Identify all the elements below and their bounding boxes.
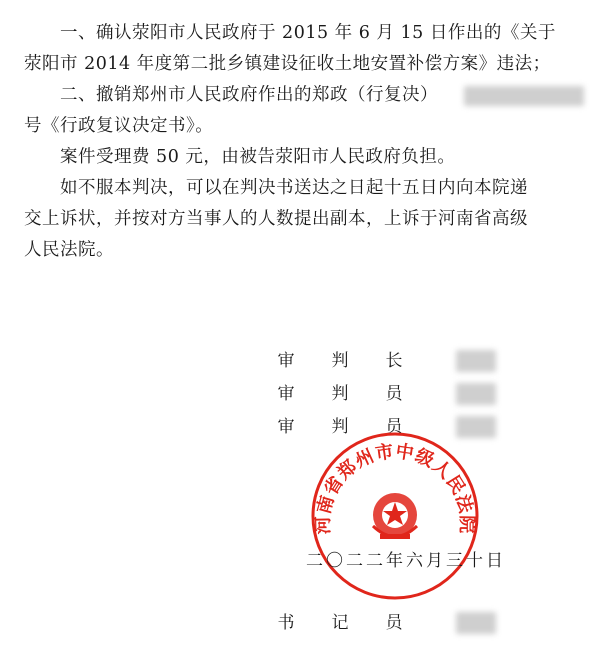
sig-char: 员 [385,613,403,633]
item-1-line-1: 一、确认荥阳市人民政府于 2015 年 6 月 15 日作出的《关于 [60,23,556,43]
item-2-line-1 [24,80,584,111]
item-2-line-2: 号《行政复议决定书》。 [24,116,214,136]
sig-char: 判 [331,351,349,371]
sig-char: 判 [331,384,349,404]
judgment-item-2 [24,80,584,142]
national-emblem-icon [373,493,417,539]
court-fee-paragraph [24,142,584,173]
item-2-text: 二、撤销郑州市人民政府作出的郑政（行复决） [60,85,438,105]
redacted-name [456,612,496,634]
court-seal-stamp [310,431,480,601]
sig-char: 员 [385,417,403,437]
court-fee-text: 案件受理费 50 元，由被告荥阳市人民政府负担。 [60,147,456,167]
sig-char: 记 [331,613,349,633]
redacted-name [456,350,496,372]
sig-char: 审 [277,417,295,437]
judgment-date: 二〇二二年六月三十日 [306,551,506,571]
appeal-notice-paragraph [24,173,584,266]
sig-char: 书 [277,613,295,633]
sig-char: 判 [331,417,349,437]
appeal-line-1: 如不服本判决，可以在判决书送达之日起十五日内向本院递 [60,178,528,198]
redacted-case-number [464,86,584,106]
judgment-item-1 [24,18,584,80]
item-1-line-2: 荥阳市 2014 年度第二批乡镇建设征收土地安置补偿方案》违法； [24,54,551,74]
sig-char: 长 [385,351,403,371]
seal-text: 河南省郑州市中级人民法院 [312,441,478,535]
redacted-name [456,383,496,405]
appeal-line-3: 人民法院。 [24,240,114,260]
appeal-line-2: 交上诉状，并按对方当事人的人数提出副本，上诉于河南省高级 [24,209,528,229]
sig-char: 员 [385,384,403,404]
sig-char: 审 [277,384,295,404]
sig-char: 审 [277,351,295,371]
